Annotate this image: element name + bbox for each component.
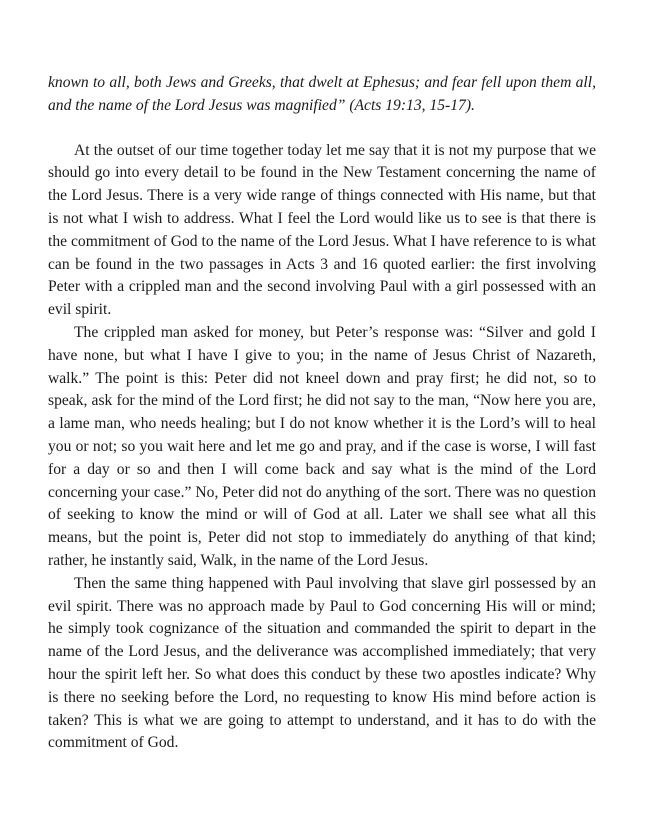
body-paragraph-2: The crippled man asked for money, but Peter’s response was: “Silver and gold I have none, but what I have I give to you; in the name of Jesus Christ of Nazareth, walk.” The point is this: Peter did not kneel down and pray first; he did not, so to speak, ask for the mind of the Lord first; he did not say to the man, “Now here you are, a lame man, who needs healing; but I do not know whether it is the Lord’s will to heal you or not; so you wait here and let me go and pray, and if the case is worse, I will fast for a day or so and then I will come back and say what is the mind of the Lord concerning your case.” No, Peter did not do anything of the sort. There was no question of seeking to know the mind or will of God at all. Later we shall see what all this means, but the point is, Peter did not stop to immediately do anything of that kind; rather, he instantly said, Walk, in the name of the Lord Jesus. bbox=[48, 323, 596, 569]
paragraph-spacer bbox=[48, 118, 596, 140]
body-paragraph-1: At the outset of our time together today let me say that it is not my purpose that we should go into every detail to be found in the New Testament concerning the name of the Lord Jesus. There is a very wide range of things connected with His name, but that is not what I wish to address. What I feel the Lord would like us to see is that there is the commitment of God to the name of the Lord Jesus. What I have reference to is what can be found in the two passages in Acts 3 and 16 quoted earlier: the first involving Peter with a crippled man and the second involving Paul with a girl possessed with an evil spirit. bbox=[48, 141, 596, 319]
body-paragraph-3: Then the same thing happened with Paul involving that slave girl possessed by an evil spirit. There was no approach made by Paul to God concerning His will or mind; he simply took cognizance of the situation and commanded the spirit to depart in the name of the Lord Jesus, and the deliverance was accomplished immediately; that very hour the spirit left her. So what does this conduct by these two apostles indicate? Why is there no seeking before the Lord, no requesting to know His mind before action is taken? This is what we are going to attempt to understand, and it has to do with the commitment of God. bbox=[48, 574, 596, 752]
document-page bbox=[48, 72, 596, 755]
scripture-quote-continuation: known to all, both Jews and Greeks, that dwelt at Ephesus; and fear fell upon them all, and the name of the Lord Jesus was magnified” (Acts 19:13, 15-17). bbox=[48, 74, 596, 114]
